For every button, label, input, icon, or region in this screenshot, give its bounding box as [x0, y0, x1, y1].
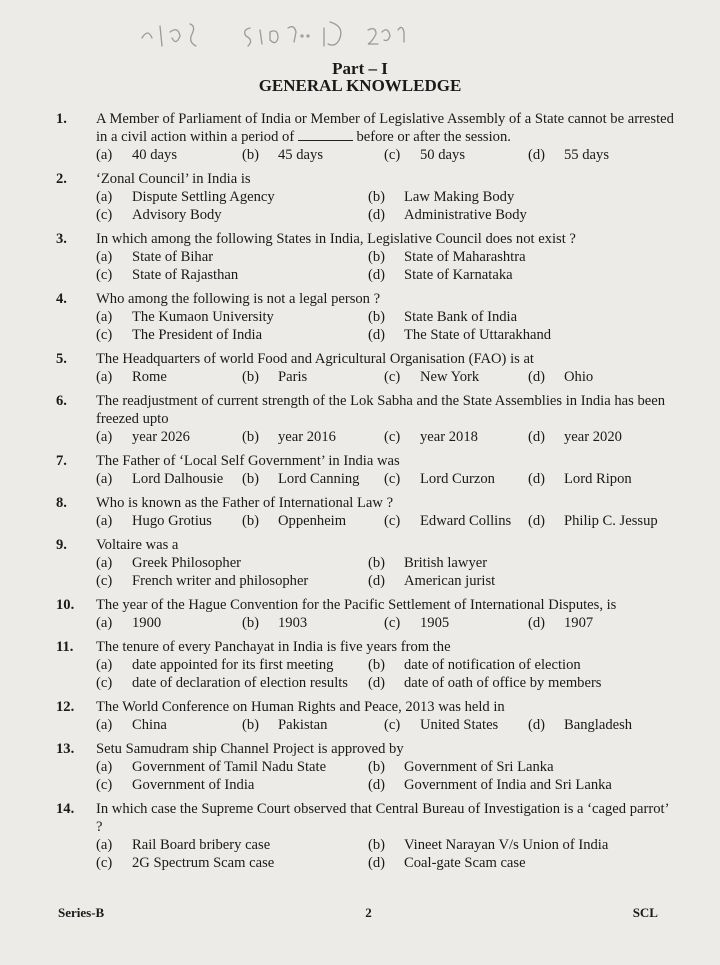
option-d: (d) date of oath of office by members [368, 675, 602, 691]
question-6 [56, 392, 676, 446]
option-a: (a) The Kumaon University [96, 309, 274, 325]
option-c: (c) Government of India [96, 777, 255, 793]
question-number: 11. [56, 639, 74, 655]
question-text: The year of the Hague Convention for the Pacific Settlement of International Disputes, is [96, 597, 617, 613]
question-2 [56, 170, 676, 224]
option-b: (b) 1903 [242, 615, 308, 631]
question-number: 4. [56, 291, 67, 307]
option-a: (a) Greek Philosopher [96, 555, 242, 571]
option-b: (b) State Bank of India [368, 309, 518, 325]
option-b: (b) State of Maharashtra [368, 249, 526, 265]
option-d: (d) The State of Uttarakhand [368, 327, 552, 343]
question-14 [56, 800, 676, 872]
question-number: 14. [56, 801, 75, 817]
option-c: (c) 50 days [384, 147, 465, 163]
question-12 [56, 698, 676, 734]
option-a: (a) year 2026 [96, 429, 190, 445]
option-d: (d) Administrative Body [368, 207, 527, 223]
option-d: (d) Lord Ripon [528, 471, 632, 487]
question-10 [56, 596, 676, 632]
option-d: (d) Government of India and Sri Lanka [368, 777, 612, 793]
question-text-before-blank: A Member of Parliament of India or Member of Legislative Assembly of a State cannot be arrested in a civil action within a period of [96, 111, 674, 145]
question-text: ‘Zonal Council’ in India is [96, 171, 251, 187]
question-text: Who among the following is not a legal person ? [96, 291, 381, 307]
option-b: (b) Government of Sri Lanka [368, 759, 554, 775]
question-list [56, 110, 676, 878]
option-b: (b) Oppenheim [242, 513, 347, 529]
option-c: (c) Advisory Body [96, 207, 222, 223]
option-a: (a) China [96, 717, 167, 733]
question-4 [56, 290, 676, 344]
question-text-after-blank: before or after the session. [356, 129, 511, 145]
question-number: 10. [56, 597, 75, 613]
question-text: Voltaire was a [96, 537, 179, 553]
option-b: (b) British lawyer [368, 555, 488, 571]
option-b: (b) date of notification of election [368, 657, 581, 673]
question-text: Setu Samudram ship Channel Project is approved by [96, 741, 404, 757]
option-d: (d) 55 days [528, 147, 609, 163]
option-a: (a) Dispute Settling Agency [96, 189, 275, 205]
question-number: 13. [56, 741, 75, 757]
option-c: (c) year 2018 [384, 429, 478, 445]
option-c: (c) State of Rajasthan [96, 267, 239, 283]
option-d: (d) State of Karnataka [368, 267, 513, 283]
question-text: Who is known as the Father of International Law ? [96, 495, 394, 511]
question-number: 7. [56, 453, 67, 469]
option-d: (d) Bangladesh [528, 717, 633, 733]
option-d: (d) Ohio [528, 369, 594, 385]
option-d: (d) American jurist [368, 573, 496, 589]
question-number: 1. [56, 111, 67, 127]
page-number: 2 [365, 905, 372, 920]
question-number: 6. [56, 393, 67, 409]
answer-blank [298, 140, 353, 141]
option-c: (c) date of declaration of election results [96, 675, 348, 691]
option-b: (b) Law Making Body [368, 189, 515, 205]
option-c: (c) New York [384, 369, 480, 385]
question-number: 3. [56, 231, 67, 247]
question-1 [56, 110, 676, 164]
question-text: In which case the Supreme Court observed that Central Bureau of Investigation is a ‘caged parrot’ ? [96, 801, 669, 835]
question-number: 2. [56, 171, 67, 187]
option-c: (c) 2G Spectrum Scam case [96, 855, 275, 871]
option-a: (a) 1900 [96, 615, 162, 631]
question-13 [56, 740, 676, 794]
option-c: (c) Edward Collins [384, 513, 512, 529]
series-label: Series-B [58, 905, 105, 920]
section-heading: GENERAL KNOWLEDGE [258, 76, 462, 95]
question-number: 12. [56, 699, 75, 715]
option-a: (a) 40 days [96, 147, 177, 163]
question-7 [56, 452, 676, 488]
option-d: (d) 1907 [528, 615, 594, 631]
option-a: (a) Hugo Grotius [96, 513, 212, 529]
option-b: (b) year 2016 [242, 429, 336, 445]
question-8 [56, 494, 676, 530]
option-c: (c) French writer and philosopher [96, 573, 309, 589]
option-d: (d) Coal-gate Scam case [368, 855, 526, 871]
question-text: The Father of ‘Local Self Government’ in India was [96, 453, 400, 469]
page-footer [58, 905, 658, 921]
option-c: (c) The President of India [96, 327, 263, 343]
option-a: (a) State of Bihar [96, 249, 214, 265]
question-11 [56, 638, 676, 692]
option-c: (c) Lord Curzon [384, 471, 495, 487]
question-text: The tenure of every Panchayat in India is five years from the [96, 639, 451, 655]
question-text: The readjustment of current strength of the Lok Sabha and the State Assemblies in India has been freezed upto [96, 393, 665, 427]
option-a: (a) Rail Board bribery case [96, 837, 271, 853]
question-9 [56, 536, 676, 590]
question-5 [56, 350, 676, 386]
option-b: (b) Vineet Narayan V/s Union of India [368, 837, 609, 853]
option-b: (b) Paris [242, 369, 308, 385]
option-b: (b) Pakistan [242, 717, 328, 733]
question-text: In which among the following States in India, Legislative Council does not exist ? [96, 231, 576, 247]
question-number: 8. [56, 495, 67, 511]
question-number: 9. [56, 537, 67, 553]
option-a: (a) Lord Dalhousie [96, 471, 224, 487]
option-c: (c) 1905 [384, 615, 450, 631]
option-a: (a) Rome [96, 369, 167, 385]
option-a: (a) Government of Tamil Nadu State [96, 759, 327, 775]
question-3 [56, 230, 676, 284]
question-text [96, 110, 676, 146]
question-text: The Headquarters of world Food and Agricultural Organisation (FAO) is at [96, 351, 534, 367]
option-b: (b) 45 days [242, 147, 323, 163]
option-c: (c) United States [384, 717, 499, 733]
option-d: (d) year 2020 [528, 429, 622, 445]
question-number: 5. [56, 351, 67, 367]
option-d: (d) Philip C. Jessup [528, 513, 658, 529]
handwritten-scribble [140, 14, 480, 54]
paper-code: SCL [632, 905, 658, 920]
question-text: The World Conference on Human Rights and Peace, 2013 was held in [96, 699, 505, 715]
part-heading: Part – I [332, 59, 388, 78]
option-a: (a) date appointed for its first meeting [96, 657, 334, 673]
option-b: (b) Lord Canning [242, 471, 360, 487]
